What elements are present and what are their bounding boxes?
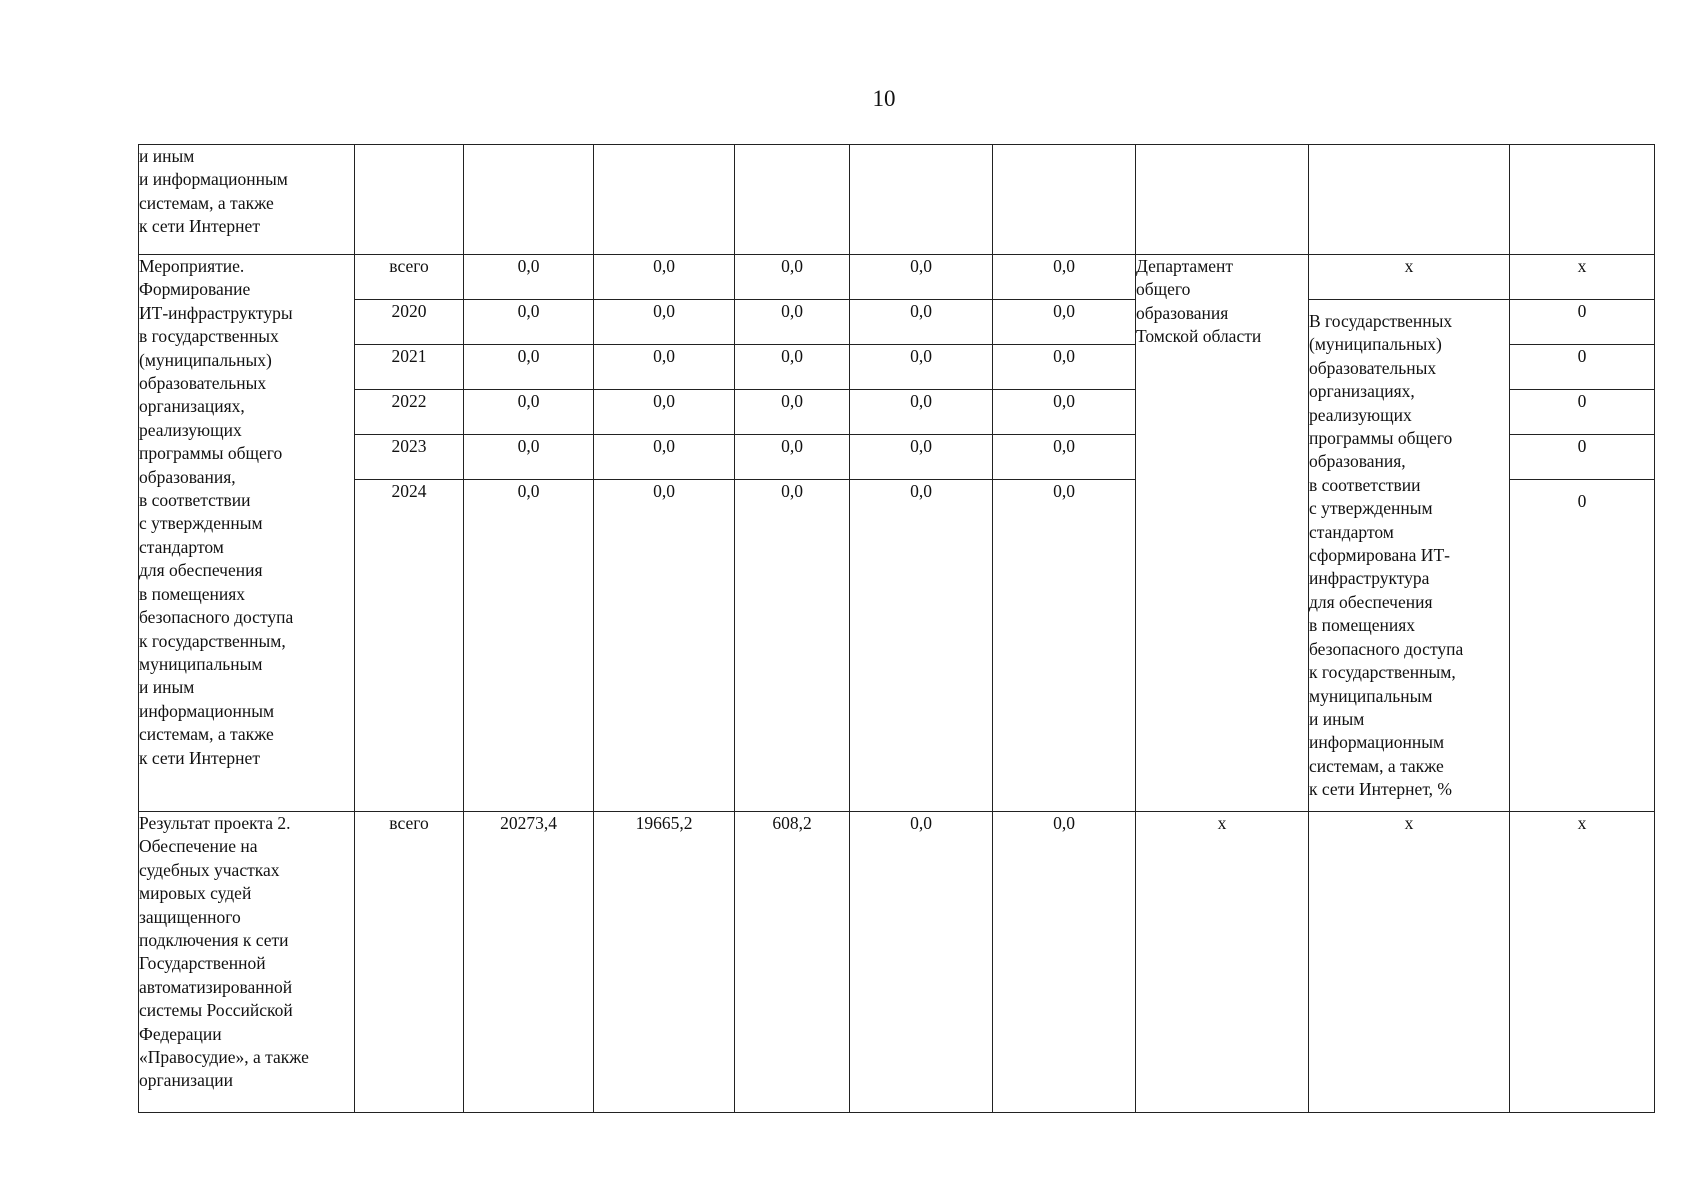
indicator-total-cell: х xyxy=(1309,255,1510,300)
value-cell: 0,0 xyxy=(993,435,1136,480)
period-cell: 2021 xyxy=(355,345,464,390)
indicator-value-cell: х xyxy=(1510,812,1655,1113)
value-cell: 0,0 xyxy=(594,435,735,480)
budget-table xyxy=(138,144,1655,1113)
indicator-value-cell: 0 xyxy=(1510,435,1655,480)
value-cell: 0,0 xyxy=(464,390,594,435)
indicator-value-cell: х xyxy=(1510,255,1655,300)
value-cell: 0,0 xyxy=(464,480,594,812)
period-cell: 2020 xyxy=(355,300,464,345)
value-cell: 0,0 xyxy=(735,255,850,300)
value-cell: 19665,2 xyxy=(594,812,735,1113)
period-cell: всего xyxy=(355,812,464,1113)
value-cell: 0,0 xyxy=(993,390,1136,435)
indicator-value-cell: 0 xyxy=(1510,345,1655,390)
value-cell: 608,2 xyxy=(735,812,850,1113)
carryover-name-cell: и иным и информационным системам, а также к сети Интернет xyxy=(139,145,355,255)
indicator-value-cell: 0 xyxy=(1510,300,1655,345)
value-cell: 0,0 xyxy=(464,345,594,390)
period-cell: 2022 xyxy=(355,390,464,435)
table-row xyxy=(139,145,1655,255)
value-cell: 0,0 xyxy=(993,812,1136,1113)
value-cell: 0,0 xyxy=(464,435,594,480)
value-cell: 0,0 xyxy=(594,480,735,812)
period-cell: 2024 xyxy=(355,480,464,812)
value-cell: 0,0 xyxy=(735,390,850,435)
table-row xyxy=(139,812,1655,1113)
value-cell: 0,0 xyxy=(594,255,735,300)
value-cell: 0,0 xyxy=(464,300,594,345)
value-cell: 0,0 xyxy=(993,300,1136,345)
value-cell: 0,0 xyxy=(993,345,1136,390)
value-cell: 0,0 xyxy=(850,435,993,480)
page-number: 10 xyxy=(872,86,896,111)
value-cell: 0,0 xyxy=(850,255,993,300)
value-cell: 0,0 xyxy=(735,345,850,390)
value-cell: 0,0 xyxy=(850,300,993,345)
executor-cell: х xyxy=(1136,812,1309,1113)
value-cell: 0,0 xyxy=(850,480,993,812)
value-cell: 0,0 xyxy=(735,300,850,345)
value-cell: 0,0 xyxy=(594,390,735,435)
value-cell: 0,0 xyxy=(993,255,1136,300)
value-cell: 0,0 xyxy=(464,255,594,300)
period-cell: 2023 xyxy=(355,435,464,480)
indicator-text-cell: В государственных (муниципальных) образовательных организациях, реализующих программы общего образования, в соответствии с утвержденным стандартом сформирована ИТ- инфраструктура для обеспечения в помещениях безопасного доступа к государственным, муниципальным и иным информационным системам, а также к сети Интернет, % xyxy=(1309,300,1510,812)
value-cell: 0,0 xyxy=(735,435,850,480)
executor-cell: Департамент общего образования Томской области xyxy=(1136,255,1309,812)
table-row xyxy=(139,255,1655,300)
value-cell: 0,0 xyxy=(735,480,850,812)
period-cell: всего xyxy=(355,255,464,300)
value-cell: 20273,4 xyxy=(464,812,594,1113)
indicator-value-cell: 0 xyxy=(1510,480,1655,812)
value-cell: 0,0 xyxy=(594,300,735,345)
value-cell: 0,0 xyxy=(850,345,993,390)
table-row xyxy=(139,300,1655,345)
indicator-text-cell: х xyxy=(1309,812,1510,1113)
value-cell: 0,0 xyxy=(850,812,993,1113)
indicator-value-cell: 0 xyxy=(1510,390,1655,435)
result-name-cell: Результат проекта 2. Обеспечение на судебных участках мировых судей защищенного подключения к сети Государственной автоматизированной системы Российской Федерации «Правосудие», а также организации xyxy=(139,812,355,1113)
value-cell: 0,0 xyxy=(850,390,993,435)
value-cell: 0,0 xyxy=(993,480,1136,812)
event-name-cell: Мероприятие. Формирование ИТ-инфраструктуры в государственных (муниципальных) образовательных организациях, реализующих программы общего образования, в соответствии с утвержденным стандартом для обеспечения в помещениях безопасного доступа к государственным, муниципальным и иным информационным системам, а также к сети Интернет xyxy=(139,255,355,812)
value-cell: 0,0 xyxy=(594,345,735,390)
